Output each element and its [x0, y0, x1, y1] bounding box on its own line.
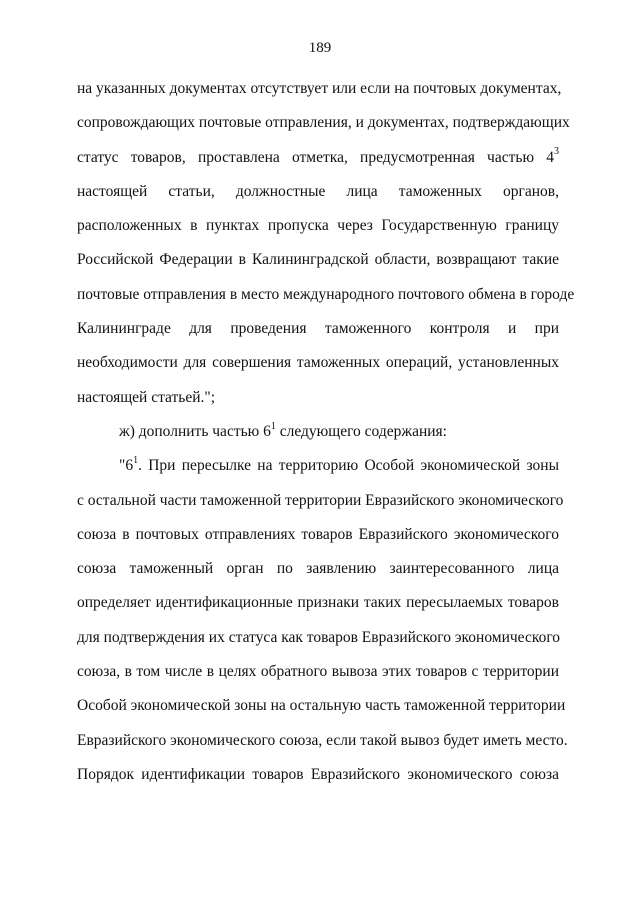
- text-line-body: статус товаров, проставлена отметка, предусмотренная частью 4: [77, 148, 554, 166]
- item-zh-line: [77, 415, 559, 449]
- text-line: настоящей статьей.";: [77, 388, 216, 406]
- new-part-first-line: [77, 449, 559, 483]
- superscript: 1: [133, 455, 139, 467]
- text-line: с остальной части таможенной территории Евразийского экономического: [77, 491, 564, 509]
- text-line: сопровождающих почтовые отправления, и документах, подтверждающих: [77, 114, 570, 132]
- superscript: 1: [270, 420, 276, 432]
- superscript: 3: [554, 146, 559, 158]
- text-line: необходимости для совершения таможенных операций, установленных: [77, 354, 559, 372]
- text-line: Особой экономической зоны на остальную часть таможенной территории: [77, 697, 566, 715]
- text-line: расположенных в пунктах пропуска через Государственную границу: [77, 217, 559, 235]
- new-part-first-rest: . При пересылке на территорию Особой экономической зоны: [138, 457, 559, 475]
- text-line: союза таможенный орган по заявлению заинтересованного лица: [77, 560, 559, 578]
- text-line: Российской Федерации в Калининградской области, возвращают такие: [77, 251, 559, 269]
- text-line: почтовые отправления в место международного почтового обмена в городе: [77, 285, 575, 303]
- page-number: 189: [308, 40, 332, 56]
- document-body: [77, 72, 575, 792]
- text-line: союза, в том числе в целях обратного вывоза этих товаров с территории: [77, 663, 559, 681]
- text-line: Евразийского экономического союза, если такой вывоз будет иметь место.: [77, 731, 568, 749]
- text-line: Калининграде для проведения таможенного контроля и при: [77, 320, 559, 338]
- text-line: союза в почтовых отправлениях товаров Евразийского экономического: [77, 525, 559, 543]
- text-line: настоящей статьи, должностные лица таможенных органов,: [77, 182, 559, 200]
- text-line: определяет идентификационные признаки таких пересылаемых товаров: [77, 594, 559, 612]
- text-line: на указанных документах отсутствует или если на почтовых документах,: [77, 80, 562, 97]
- item-zh-text: ж) дополнить частью 6: [119, 422, 271, 440]
- new-part-open: "6: [119, 457, 134, 475]
- text-line: для подтверждения их статуса как товаров Евразийского экономического: [77, 628, 561, 646]
- text-line: Порядок идентификации товаров Евразийского экономического союза: [77, 765, 559, 783]
- item-zh-text-tail: следующего содержания:: [275, 422, 447, 440]
- text-line: [77, 141, 559, 175]
